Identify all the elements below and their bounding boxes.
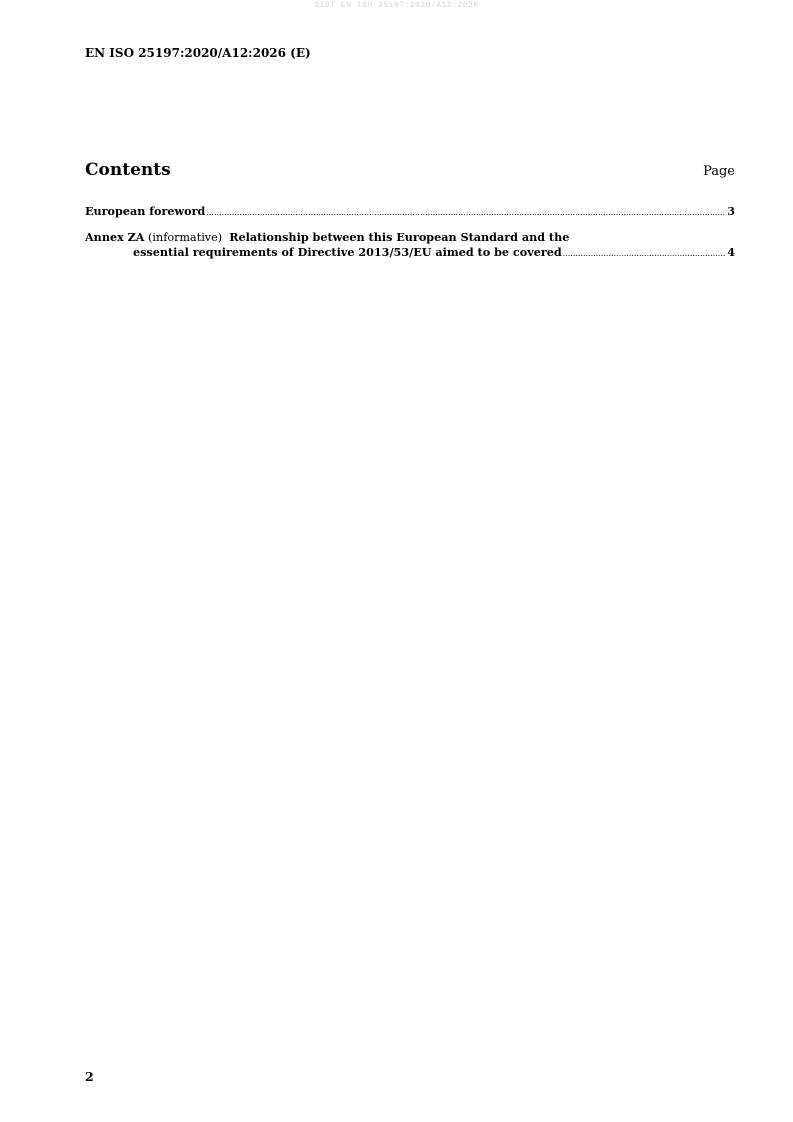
annex-title-line-1: Relationship between this European Standard and the bbox=[229, 230, 570, 244]
toc-entry-annex-za[interactable] bbox=[85, 230, 735, 261]
document-id-header: EN ISO 25197:2020/A12:2026 (E) bbox=[85, 46, 311, 60]
toc-entry-european-foreword[interactable] bbox=[85, 204, 735, 220]
toc-leader-dots bbox=[206, 206, 726, 220]
toc-entry-page: 3 bbox=[727, 204, 735, 218]
toc-entry-title: European foreword bbox=[85, 204, 206, 218]
page-column-label: Page bbox=[703, 164, 735, 179]
table-of-contents bbox=[85, 204, 735, 261]
annex-type: (informative) bbox=[148, 231, 223, 244]
annex-label: Annex ZA bbox=[85, 230, 145, 244]
toc-entry-line-1 bbox=[85, 230, 735, 245]
toc-leader-dots bbox=[563, 247, 727, 261]
toc-entry-page: 4 bbox=[727, 245, 735, 259]
page-number: 2 bbox=[85, 1069, 94, 1084]
watermark: SIST EN ISO 25197:2020/A12:2026 bbox=[314, 1, 479, 10]
annex-title-line-2: essential requirements of Directive 2013/53/EU aimed to be covered bbox=[133, 245, 562, 259]
contents-heading-row bbox=[85, 160, 735, 184]
toc-entry-line-2 bbox=[85, 245, 735, 261]
contents-title: Contents bbox=[85, 160, 171, 180]
